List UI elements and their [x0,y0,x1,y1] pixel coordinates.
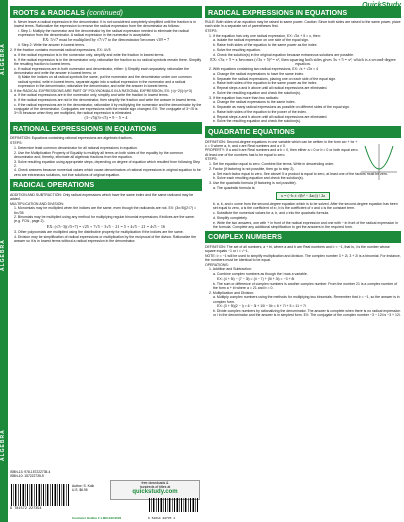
radeq-line: STEPS: [205,28,218,33]
customer-hotline: Customer Hotline # 1.800.230.9522 [72,516,122,520]
roots-section [10,20,202,120]
author: Author: S. Kolk [72,484,94,488]
complex-line: b. Divide complex numbers by rationalizing the denominator. The answer is complete when there is no radical expression or i in the denominator and the answer is in simplest form. EX: The conjugate of the complex number −3 − 12i is −3 + 12i. [213,309,401,318]
complex-section [205,245,401,317]
upc-number: 6 54614 20735 1 [148,517,176,520]
spine-label-bottom: ALGEBRA [0,429,6,461]
quad-line: e. Write the two answers, one with + in front of the radical expression and one with − in front of the radical expression in the formula. Complete any additional simplification to get the answers in the required form. [213,220,398,229]
complex-line: EX: (3 + 5i)(2 − i) = 6 − 3i + 10i − 5i² = 6 + 7i + 5 = 11 + 7i [217,304,306,309]
radeq-line: b. Separate as many radical expressions as possible on different sides of the equal sign. [213,105,350,110]
quad-line: DEFINITION: Second-degree equations in one variable which can be written in the form ax² + bx + c = 0 where a, b, and c are Real numbers and a ≠ 0. [205,139,358,148]
complex-line: OPERATIONS: [205,262,229,267]
radop-section [10,193,202,243]
complex-line: DEFINITION: The set of all numbers, a + bi, where a and b are Real numbers and i² = −1, that is, i is the number whose square equals −1 or i = √−1. [205,244,390,254]
radeq-line: 1. If the equation has only one radical expression, EX: √3x + 5 = x, then: [209,33,321,38]
quad-line: d. Simplify completely. [213,215,248,220]
roots-header-cont: (continued) [86,7,123,17]
radeq-line: b. Separate the radical expressions, placing one on each side of the equal sign. [213,76,337,81]
rational-line: DEFINITION: Equations containing rational expressions are algebraic fractions. [10,136,133,141]
complex-line: 2. Multiplication and Division: [209,290,255,295]
quad-line: a. Set each factor equal to zero. See above! If a product is equal to zero, at least one of the factors must be zero. [213,171,388,176]
isbn13: ISBN-13: 978-157222735-4 [10,470,51,474]
radeq-line: d. Repeat steps a and b above until all radical expressions are eliminated. [213,86,328,91]
roots-line: ii) Make the indices on all radical symbols the same, put the numerator and the denominator under one common radical symbol, write in lowest terms, separate again into a radical expression in the numerator and a radical expression in the denominator, rationalize the denominator, and write the answer in lowest terms. [18,75,192,88]
quad-line: 2. Factor (if factoring is not possible, then go to step 2). [209,166,295,171]
website-link[interactable]: quickstudy.com [132,489,178,495]
radeq-line: b. Raise both sides of the equation to the same power as the index. [213,43,318,48]
quad-line: STEPS: [205,157,218,162]
radeq-line: c. Solve the resulting equation. [213,47,261,52]
upc-barcode-icon [148,498,200,512]
roots-line: i. Step 1: Multiply the numerator and the denominator by the radical expression needed to eliminate the radical expression from the denominator. A radical expression in the numerator is acceptable. [18,28,189,38]
complex-line: NOTE: i² = −1 will be used to simplify multiplication and division. The complex number 3 + 2i, 3 + 2i is a binomial. For instance, the numbers must be identical to be equal. [205,253,401,262]
right-column [205,6,401,319]
complex-header: COMPLEX NUMBERS [205,231,401,243]
roots-line: b. If the radical expression is in the denominator only, rationalize the fraction so no radical symbols remain there. Simplify the resulting fraction to lowest terms. [14,57,202,66]
rational-line: STEPS: [10,141,23,146]
web-line-1: free downloads & [141,481,169,485]
rational-line: 4. Check answers because numerical values which cause denominators of rational expressions in original equation to be zero are extraneous solutions, not true solutions of original equation. [14,168,201,177]
radeq-line: RULE: Both sides of an equation may be raised to same power. Caution: Since both sides are raised to the same power, place each side in a separate set of parentheses first. [205,20,401,29]
parabola-graph-icon [359,142,399,182]
quad-line: 3. Use the quadratic formula (if factoring is not possible). [209,181,297,186]
complex-line: b. The sum or difference of complex numbers is another complex number. From the number 21 is a complex number of the form a + bi where a = 21 and b = 0. [213,281,398,290]
quad-line: c. Substitute the numerical values for a, b, and c into the quadratic formula. [213,211,330,216]
quad-line: b. Solve each resulting equation and check the solution(s). [213,176,304,181]
complex-line: EX: (4 + 5i) − (7 − 3i) = (4 − 7) + (5i + 3i) = −3 + 8i [217,276,295,281]
barcode-icon [10,484,70,506]
upc-barcode [148,498,200,520]
barcode-number: 9 781572 227354 [10,507,42,511]
website-box[interactable] [110,480,200,500]
quad-header: QUADRATIC EQUATIONS [205,126,401,138]
left-spine [0,0,8,522]
radeq-line: e. Solve the resulting equation and check the solution(s). [213,90,301,95]
spine-label-mid: ALGEBRA [0,239,6,271]
radop-line: 3. Other polynomials are multiplied using the distributive property for multiplication if the indices are the same. [14,229,184,234]
radop-line: ADDITION AND SUBTRACTION: Only radical expressions which have the same index and the same radicand may be added. [10,192,194,201]
radeq-line: c. Raise both sides of the equation to the power of the index. [213,109,307,114]
roots-line: 2. If the fraction contains monomial radical expressions, EX: 4/√5 [10,48,111,53]
radop-example: EX: (√5−3)(√5+7) = √25 + 7√5 − 3√5 − 21 = 5 + 4√5 − 21 = 4√5 − 16 [46,223,166,229]
radop-line: 2. Binomials may be multiplied using any method for multiplying regular binomial expressions if indices are the same. (e.g. FOIL, page 2). [14,215,195,224]
quad-line: b. a, b, and c come from the second-degree equation which is to be solved. After the second-degree equation has been set equal to zero, a is the coefficient of x², b is the coefficient of x and c is the constant term. [213,202,398,211]
radeq-line: e. Solve the resulting equation and check the solution(s). [213,119,301,124]
footer [10,470,200,518]
roots-line: a. If the radical expressions are in the numerator only, simplify and write the fraction in lowest terms. [14,93,169,98]
price-block [72,484,94,492]
roots-header-title: ROOTS & RADICALS [13,7,85,17]
radop-line: 4. Division may be simplification of radical expressions or multiplication by the reciprocal of the divisor. Rationalize the answer so it is in lowest terms without a radical expression in the denominator. [14,234,197,243]
rational-line: 2. Use the Multiplication Property of Equality to multiply all terms on both sides of the equality by the common denominator and, thereby, eliminate all algebraic fractions from the equation. [14,150,184,159]
spine-label-top: ALGEBRA [0,43,6,75]
isbn10: ISBN-10: 157222735-9 [10,474,44,478]
radop-line: 1. Monomials may be multiplied when the indices are the same, even though the radicands are not. EX: (3x√5)(2√7) = 6x√35 [14,206,197,215]
rational-section [10,136,202,176]
radeq-line: c. Raise both sides of the equation to the same power as the index. [213,81,318,86]
radeq-line: a. Change the radical expressions to the same index. [213,100,296,105]
complex-line: a. Multiply complex numbers using the methods for multiplying two binomials. Remember that i² = −1, so the answer is in complex form. [213,295,400,304]
radop-line: MULTIPLICATION AND DIVISION: [10,201,64,206]
radeq-section [205,20,401,124]
roots-line: a. If the radical expression is in the numerator only, simplify and write the fraction in lowest terms. [14,52,165,57]
quadratic-formula: x = (−b ± √(b² − 4ac)) / 2a [276,192,330,200]
complex-line: 1. Addition and Subtraction: [209,267,252,272]
isbn-barcode [10,484,70,514]
quad-line: 1. Set the equation equal to zero. Combine like terms. Write in descending order. [209,162,335,167]
roots-line: 3. If the RADICAL EXPRESSIONS ARE PART OF POLYNOMIALS IN A RATIONAL EXPRESSION, EX: (√y−2)/(√y+3) [10,88,193,93]
radeq-line: a. Isolate the radical expression on one side of the equal sign. [213,38,309,43]
web-line-2: hundreds of titles at [139,485,171,489]
radeq-line: a. Change the radical expressions to have the same index. [213,71,305,76]
price: U.S. $6.95 [72,488,88,492]
roots-line: ii. Step 2: Write the answer in lowest terms. [18,43,86,48]
quad-line: PROPERTY: If a and b are Real numbers and a·b = 0, then either a = 0 or b = 0 or both equal zero. At least one of the numbers has to be equal to zero. [205,148,359,157]
rational-line: 3. Solve resulting equation using appropriate steps, depending on degree of equation which resulted from following Step 2. [14,159,201,168]
radeq-line: d. Repeat steps a and b above until all radical expressions are eliminated. [213,114,328,119]
radeq-line: d. Check the solution(s) in the original equation because extraneous solutions are possible. [213,52,355,57]
isbn-block [10,470,50,478]
left-column [10,6,202,245]
complex-line: a. Combine complex numbers as though the i was a variable. [213,272,308,277]
radeq-example: EX: √3x + 5 = x becomes (√3x + 5)² = x², then squaring both sides gives 3x + 5 = x², which is a second-degree equation. [210,56,396,66]
radeq-header: RADICAL EXPRESSIONS IN EQUATIONS [205,6,401,18]
roots-example-1: EX: 5/√7 must be multiplied by √7/√7 to the denominator becomes √49 = 7 [42,37,170,43]
quad-line: a. The quadratic formula is: [213,185,256,190]
roots-line: b. If the radical expressions are not in the denominator, then simplify the fraction and write the answer in lowest terms. [14,98,197,102]
radeq-line: 2. With equations containing two radical expressions, EX: √x + √2x = 4 [209,67,319,72]
rational-line: 1. Determine least common denominator for all rational expressions in equation. [14,145,138,150]
rational-header: RATIONAL EXPRESSIONS IN EQUATIONS [10,122,202,134]
roots-line: c. If radical expressions are in both numerator and denominator, either: i) Simplify each separately, rationalize the denominator and write the answer in lowest terms; or [14,66,190,75]
roots-line: b. Never leave a radical expression in the denominator. It is not considered completely simplified until the fraction is in lowest terms. Rationalize the expression to remove the radical expression from the denominator as follows: [14,20,196,29]
roots-header [10,6,202,18]
radop-header: RADICAL OPERATIONS [10,179,202,191]
roots-line: c. If the radical expressions are in the denominator, rationalize it by multiplying the numerator and the denominator by the conjugate of the denominator. Conjugates are expressions with the middle sign changed. EX: The conjugate of 3−√5 is 3+√5 because when they are multiplied, the radical expression is eliminated. [14,102,202,116]
quad-section [205,140,401,229]
roots-example-2: (3−√5)(3+√5) = 9 − 5 = 4 [84,115,128,121]
radeq-line: 3. If the equation has more than two radicals: [209,95,279,100]
